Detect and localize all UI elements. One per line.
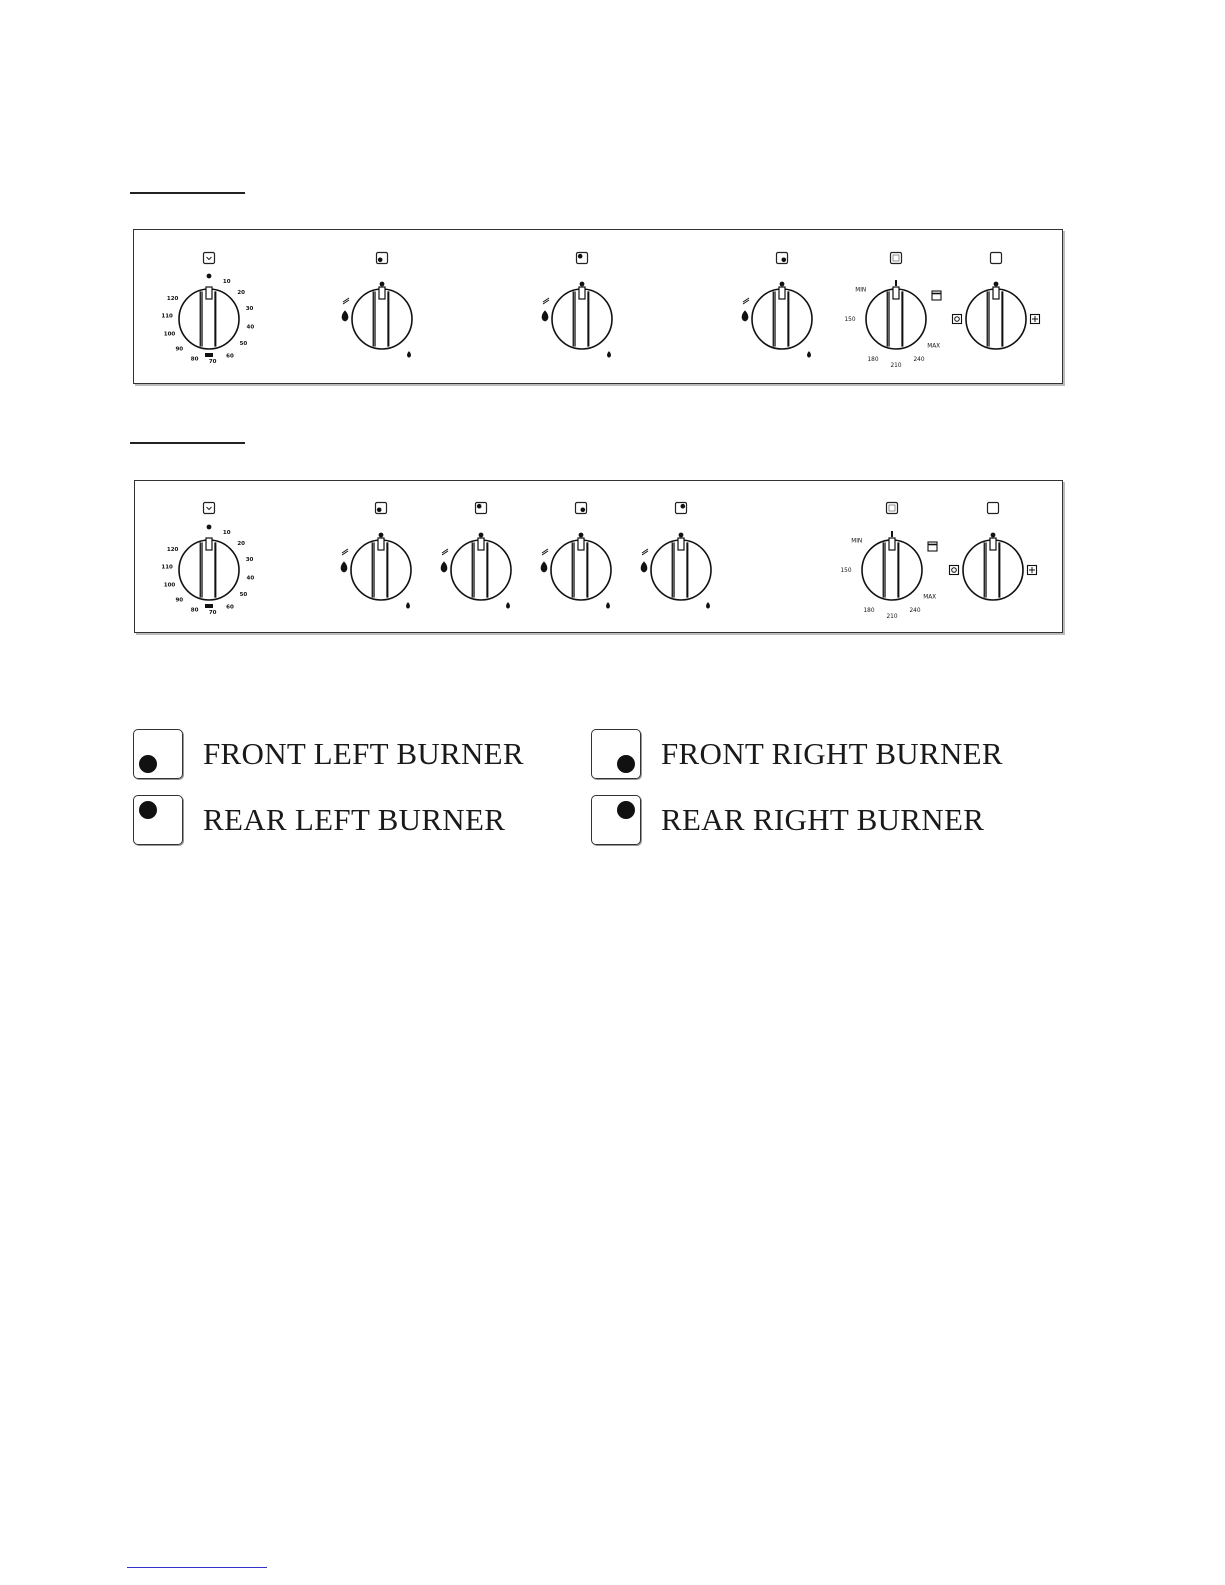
burner-knob	[352, 287, 412, 349]
timer-scale-label: 110	[161, 313, 173, 320]
burner-knob	[351, 538, 411, 600]
selector-knob	[963, 538, 1023, 600]
off-position-dot	[780, 282, 785, 287]
off-position-dot	[994, 282, 999, 287]
legend-item-rear-left	[133, 793, 505, 847]
thermostat-scale-label: 240	[913, 356, 925, 363]
thermostat-scale-label: 210	[886, 614, 898, 620]
burner-knob	[451, 538, 511, 600]
grill-icon	[953, 315, 962, 324]
timer-scale-label: 90	[175, 346, 184, 353]
timer-scale-label: 40	[246, 324, 255, 331]
legend-label-rear-right: REAR RIGHT BURNER	[661, 802, 985, 837]
timer-scale-label: 70	[208, 609, 217, 616]
timer-scale-label: 120	[166, 547, 179, 553]
manual-hand-icon	[205, 353, 213, 357]
max-flame-icon	[742, 310, 749, 321]
legend-item-front-left	[133, 727, 524, 781]
oven-temp-icon	[887, 503, 898, 514]
ignition-icon	[542, 549, 548, 555]
off-position-dot	[991, 533, 996, 538]
timer-scale-label: 60	[226, 353, 234, 360]
timer-scale-label: 30	[245, 306, 254, 313]
selector-knob	[966, 287, 1026, 349]
burner-legend	[133, 727, 1053, 852]
front-right-burner-icon	[591, 729, 641, 779]
front-right-burner-icon	[777, 253, 788, 264]
timer-scale-label: 100	[163, 582, 176, 589]
legend-item-front-right	[591, 727, 1003, 781]
rear-left-burner-icon	[577, 253, 588, 264]
timer-scale-label: 20	[237, 290, 246, 297]
thermostat-scale-label: MAX	[923, 594, 937, 601]
max-flame-icon	[341, 561, 348, 572]
front-right-burner-icon	[576, 503, 587, 514]
manual-hand-icon	[205, 604, 213, 608]
timer-knob	[179, 287, 239, 349]
timer-scale-label: 100	[163, 331, 176, 338]
burner-knob	[551, 538, 611, 600]
thermostat-scale-label: MIN	[851, 538, 863, 545]
thermostat-scale-label: 180	[863, 607, 875, 614]
off-position-dot	[379, 533, 384, 538]
min-flame-icon	[807, 351, 811, 358]
oven-light-icon	[928, 542, 937, 551]
thermostat-scale-label: 180	[867, 356, 879, 363]
ignition-icon	[342, 549, 348, 555]
timer-scale-label: 120	[166, 296, 179, 302]
timer-scale-label: 20	[237, 541, 246, 548]
min-flame-icon	[607, 351, 611, 358]
max-flame-icon	[441, 561, 448, 572]
section-b-underline	[130, 442, 245, 444]
min-flame-icon	[407, 351, 411, 358]
thermostat-scale-label: MAX	[927, 343, 941, 350]
off-position-dot	[479, 533, 484, 538]
timer-scale-label: 10	[222, 529, 231, 536]
max-flame-icon	[641, 561, 648, 572]
control-panel-b-drawing	[135, 481, 1062, 632]
legend-label-front-left: FRONT LEFT BURNER	[203, 736, 524, 771]
control-panel-a-drawing	[134, 230, 1062, 383]
thermostat-scale-label: 240	[909, 607, 921, 614]
thermostat-knob	[862, 538, 922, 600]
front-left-burner-icon	[376, 503, 387, 514]
max-flame-icon	[342, 310, 349, 321]
ignition-icon	[543, 298, 549, 304]
burner-knob	[752, 287, 812, 349]
off-position-dot	[580, 282, 585, 287]
ignition-icon	[642, 549, 648, 555]
oven-light-icon	[932, 291, 941, 300]
rear-right-burner-icon	[676, 503, 687, 514]
timer-off-dot	[207, 525, 212, 530]
min-flame-icon	[406, 602, 410, 609]
rear-right-burner-icon	[591, 795, 641, 845]
min-flame-icon	[506, 602, 510, 609]
thermostat-scale-label: 150	[840, 568, 852, 574]
front-left-burner-icon	[133, 729, 183, 779]
timer-scale-label: 70	[208, 358, 217, 365]
timer-scale-label: 50	[239, 341, 248, 348]
rear-left-burner-icon	[476, 503, 487, 514]
max-flame-icon	[541, 561, 548, 572]
thermostat-scale-label: 210	[890, 363, 902, 369]
timer-knob	[179, 538, 239, 600]
timer-scale-label: 60	[226, 604, 234, 611]
timer-scale-label: 110	[161, 564, 173, 571]
timer-scale-label: 50	[239, 592, 248, 599]
control-panel-b	[134, 480, 1063, 633]
timer-scale-label: 40	[246, 575, 255, 582]
conventional-oven-icon	[1031, 315, 1040, 324]
function-selector-icon	[988, 503, 999, 514]
timer-icon	[204, 503, 215, 514]
section-a-underline	[130, 192, 245, 194]
off-position-dot	[679, 533, 684, 538]
legend-item-rear-right	[591, 793, 984, 847]
timer-scale-label: 30	[245, 557, 254, 564]
min-flame-icon	[606, 602, 610, 609]
ignition-icon	[442, 549, 448, 555]
rear-left-burner-icon	[133, 795, 183, 845]
max-flame-icon	[542, 310, 549, 321]
timer-icon	[204, 253, 215, 264]
ignition-icon	[743, 298, 749, 304]
legend-label-front-right: FRONT RIGHT BURNER	[661, 736, 1003, 771]
oven-temp-icon	[891, 253, 902, 264]
off-position-dot	[579, 533, 584, 538]
thermostat-knob	[866, 287, 926, 349]
function-selector-icon	[991, 253, 1002, 264]
front-left-burner-icon	[377, 253, 388, 264]
burner-knob	[552, 287, 612, 349]
off-position-dot	[380, 282, 385, 287]
timer-scale-label: 90	[175, 597, 184, 604]
timer-off-dot	[207, 274, 212, 279]
timer-scale-label: 80	[190, 607, 199, 614]
min-flame-icon	[706, 602, 710, 609]
timer-scale-label: 10	[222, 278, 231, 285]
thermostat-scale-label: 150	[844, 317, 856, 323]
footer-rule	[127, 1567, 267, 1568]
burner-knob	[651, 538, 711, 600]
control-panel-a	[133, 229, 1063, 384]
grill-icon	[950, 566, 959, 575]
timer-scale-label: 80	[190, 356, 199, 363]
conventional-oven-icon	[1028, 566, 1037, 575]
ignition-icon	[343, 298, 349, 304]
thermostat-scale-label: MIN	[855, 287, 867, 294]
legend-label-rear-left: REAR LEFT BURNER	[203, 802, 506, 837]
